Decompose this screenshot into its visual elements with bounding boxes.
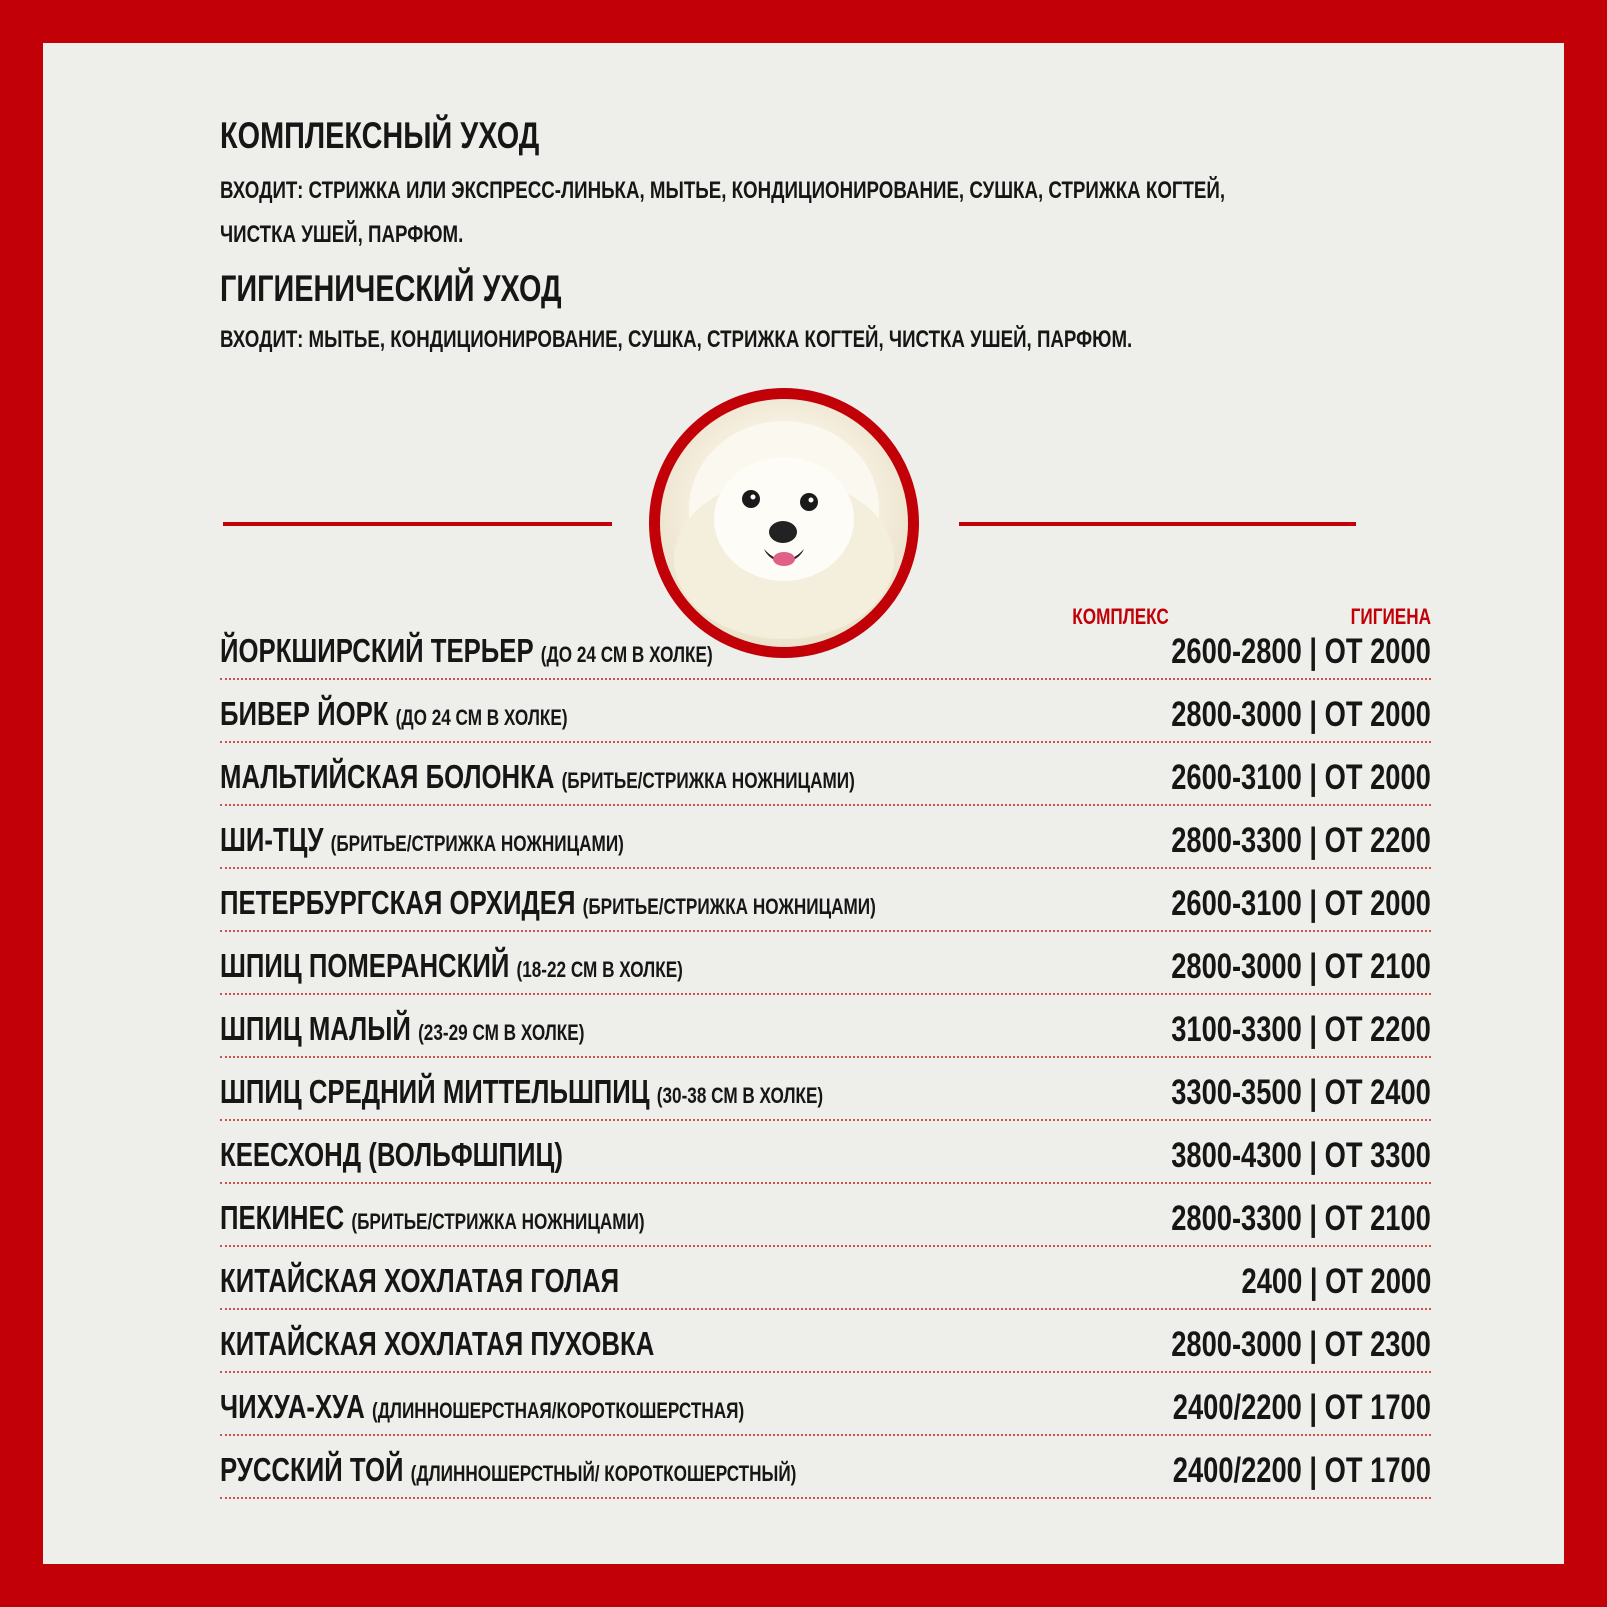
- price-value: 2800-3000 | ОТ 2100: [1171, 947, 1431, 986]
- section-title-hygiene: ГИГИЕНИЧЕСКИЙ УХОД: [220, 268, 562, 309]
- breed-label: КИТАЙСКАЯ ХОХЛАТАЯ ГОЛАЯ: [220, 1262, 620, 1299]
- divider-right: [959, 522, 1356, 526]
- price-row: [220, 1059, 1431, 1121]
- section-title-complex: КОМПЛЕКСНЫЙ УХОД: [220, 115, 540, 156]
- price-value: 2600-2800 | ОТ 2000: [1171, 632, 1431, 671]
- section-description-hygiene: ВХОДИТ: МЫТЬЕ, КОНДИЦИОНИРОВАНИЕ, СУШКА, СТРИЖКА КОГТЕЙ, ЧИСТКА УШЕЙ, ПАРФЮМ.: [220, 326, 1133, 353]
- price-value: 3800-4300 | ОТ 3300: [1171, 1136, 1431, 1175]
- breed-name: [220, 758, 1034, 796]
- price-value: 2600-3100 | ОТ 2000: [1171, 758, 1431, 797]
- breed-label: МАЛЬТИЙСКАЯ БОЛОНКА: [220, 758, 555, 795]
- breed-name: [220, 695, 666, 733]
- price-row: [220, 681, 1431, 743]
- section-description-complex: ВХОДИТ: СТРИЖКА ИЛИ ЭКСПРЕСС-ЛИНЬКА, МЫТЬЕ, КОНДИЦИОНИРОВАНИЕ, СУШКА, СТРИЖКА КОГТЕЙ, ЧИСТКА УШЕЙ, ПАРФЮМ.: [220, 177, 1226, 248]
- breed-name: [220, 1199, 764, 1237]
- breed-label: ШПИЦ СРЕДНИЙ МИТТЕЛЬШПИЦ: [220, 1073, 650, 1110]
- breed-note: (30-38 СМ В ХОЛКЕ): [656, 1083, 824, 1108]
- column-header-hygiene: ГИГИЕНА: [1350, 604, 1431, 629]
- price-row: [220, 1311, 1431, 1373]
- price-value: 2800-3000 | ОТ 2300: [1171, 1325, 1431, 1364]
- breed-note: (23-29 СМ В ХОЛКЕ): [418, 1020, 585, 1045]
- breed-label: ЧИХУА-ХУА: [220, 1388, 365, 1425]
- breed-label: БИВЕР ЙОРК: [220, 695, 389, 732]
- breed-note: (ДЛИННОШЕРСТНАЯ/КОРОТКОШЕРСТНАЯ): [371, 1398, 745, 1423]
- price-value: 2400 | ОТ 2000: [1241, 1262, 1431, 1301]
- price-row: [220, 870, 1431, 932]
- price-row: [220, 1248, 1431, 1310]
- breed-label: ШПИЦ ПОМЕРАНСКИЙ: [220, 947, 510, 984]
- breed-name: [220, 1136, 660, 1174]
- price-row: [220, 1374, 1431, 1436]
- breed-name: [220, 821, 738, 859]
- breed-label: ШИ-ТЦУ: [220, 821, 324, 858]
- column-header-complex: КОМПЛЕКС: [1072, 604, 1169, 629]
- price-row: [220, 1185, 1431, 1247]
- price-value: 3100-3300 | ОТ 2200: [1171, 1010, 1431, 1049]
- breed-label: РУССКИЙ ТОЙ: [220, 1451, 404, 1488]
- price-row: [220, 1122, 1431, 1184]
- breed-note: (БРИТЬЕ/СТРИЖКА НОЖНИЦАМИ): [582, 894, 876, 919]
- breed-name: [220, 1073, 993, 1111]
- breed-label: ШПИЦ МАЛЫЙ: [220, 1010, 411, 1047]
- breed-note: (ДО 24 СМ В ХОЛКЕ): [395, 705, 568, 730]
- price-value: 2800-3300 | ОТ 2200: [1171, 821, 1431, 860]
- breed-label: ЙОРКШИРСКИЙ ТЕРЬЕР: [220, 632, 534, 669]
- price-row: [220, 618, 1431, 680]
- breed-name: [220, 884, 1061, 922]
- breed-label: ПЕКИНЕС: [220, 1199, 345, 1236]
- breed-name: [220, 632, 852, 670]
- price-row: [220, 807, 1431, 869]
- breed-name: [220, 1262, 732, 1300]
- breed-note: (БРИТЬЕ/СТРИЖКА НОЖНИЦАМИ): [561, 768, 855, 793]
- price-row: [220, 744, 1431, 806]
- price-row: [220, 1437, 1431, 1499]
- price-row: [220, 996, 1431, 1058]
- breed-label: ПЕТЕРБУРГСКАЯ ОРХИДЕЯ: [220, 884, 576, 921]
- price-row: [220, 933, 1431, 995]
- breed-note: (БРИТЬЕ/СТРИЖКА НОЖНИЦАМИ): [330, 831, 624, 856]
- breed-label: КИТАЙСКАЯ ХОХЛАТАЯ ПУХОВКА: [220, 1325, 655, 1362]
- divider-left: [223, 522, 612, 526]
- breed-note: (ДЛИННОШЕРСТНЫЙ/ КОРОТКОШЕРСТНЫЙ): [410, 1461, 797, 1486]
- price-value: 2800-3300 | ОТ 2100: [1171, 1199, 1431, 1238]
- price-value: 2400/2200 | ОТ 1700: [1172, 1451, 1431, 1490]
- breed-name: [220, 1451, 959, 1489]
- breed-name: [220, 1325, 777, 1363]
- breed-note: (18-22 СМ В ХОЛКЕ): [516, 957, 683, 982]
- pomeranian-dog-icon: [660, 399, 908, 647]
- price-value: 3300-3500 | ОТ 2400: [1171, 1073, 1431, 1112]
- breed-note: (БРИТЬЕ/СТРИЖКА НОЖНИЦАМИ): [351, 1209, 645, 1234]
- price-value: 2600-3100 | ОТ 2000: [1171, 884, 1431, 923]
- breed-label: КЕЕСХОНД (ВОЛЬФШПИЦ): [220, 1136, 563, 1173]
- breed-name: [220, 947, 813, 985]
- breed-name: [220, 1388, 892, 1426]
- price-list-page: [43, 43, 1564, 1564]
- price-value: 2400/2200 | ОТ 1700: [1172, 1388, 1431, 1427]
- price-value: 2800-3000 | ОТ 2000: [1171, 695, 1431, 734]
- breed-note: (ДО 24 СМ В ХОЛКЕ): [540, 642, 713, 667]
- breed-name: [220, 1010, 687, 1048]
